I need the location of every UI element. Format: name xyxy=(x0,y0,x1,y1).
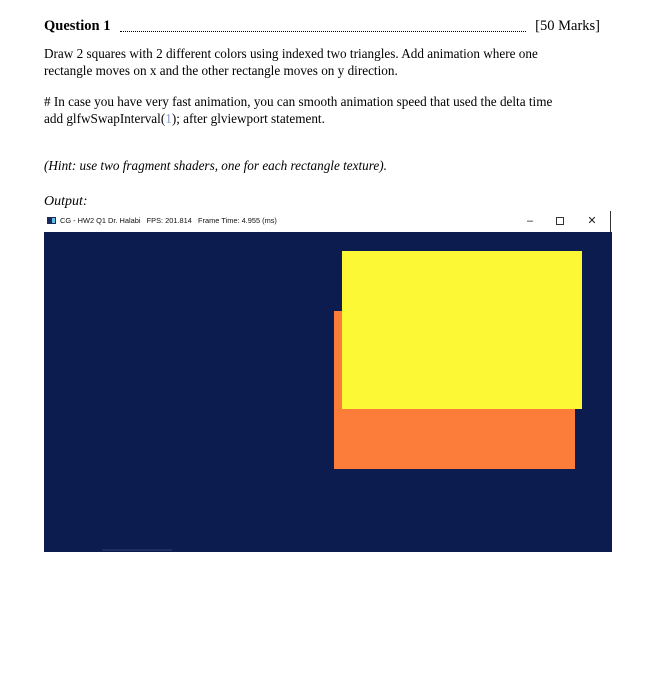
task-description xyxy=(44,45,604,79)
note-line-2 xyxy=(44,110,604,127)
minimize-button[interactable] xyxy=(520,213,540,229)
question-header xyxy=(44,18,600,38)
canvas-artifact xyxy=(102,549,172,551)
question-marks: [50 Marks] xyxy=(535,18,600,34)
render-canvas xyxy=(44,232,612,552)
swap-interval-arg: 1 xyxy=(165,111,172,126)
note-line-1: # In case you have very fast animation, you can smooth animation speed that used the delta time xyxy=(44,94,553,109)
maximize-icon xyxy=(556,217,564,225)
task-line-1: Draw 2 squares with 2 different colors using indexed two triangles. Add animation where one xyxy=(44,46,538,61)
app-icon xyxy=(47,217,56,224)
task-line-2: rectangle moves on x and the other rectangle moves on y direction. xyxy=(44,63,398,78)
output-label: Output: xyxy=(44,194,88,209)
leader-dots xyxy=(120,31,526,32)
window-title-text xyxy=(60,216,277,225)
fps-readout: FPS: 201.814 xyxy=(146,216,192,225)
question-title: Question 1 xyxy=(44,18,111,34)
hint-text: (Hint: use two fragment shaders, one for each rectangle texture). xyxy=(44,158,387,173)
minimize-icon: – xyxy=(526,215,534,227)
animation-note xyxy=(44,93,604,127)
frame-time-readout: Frame Time: 4.955 (ms) xyxy=(198,216,277,225)
window-titlebar[interactable] xyxy=(44,211,612,232)
yellow-rectangle xyxy=(342,251,582,409)
window-title: CG - HW2 Q1 Dr. Halabi xyxy=(60,216,141,225)
opengl-window xyxy=(44,211,612,552)
close-icon: ✕ xyxy=(587,215,597,227)
window-edge xyxy=(610,211,611,232)
note-prefix: add glfwSwapInterval( xyxy=(44,111,166,126)
maximize-button[interactable] xyxy=(550,213,570,229)
note-suffix: ); after glviewport statement. xyxy=(171,111,325,126)
close-button[interactable] xyxy=(582,213,602,229)
